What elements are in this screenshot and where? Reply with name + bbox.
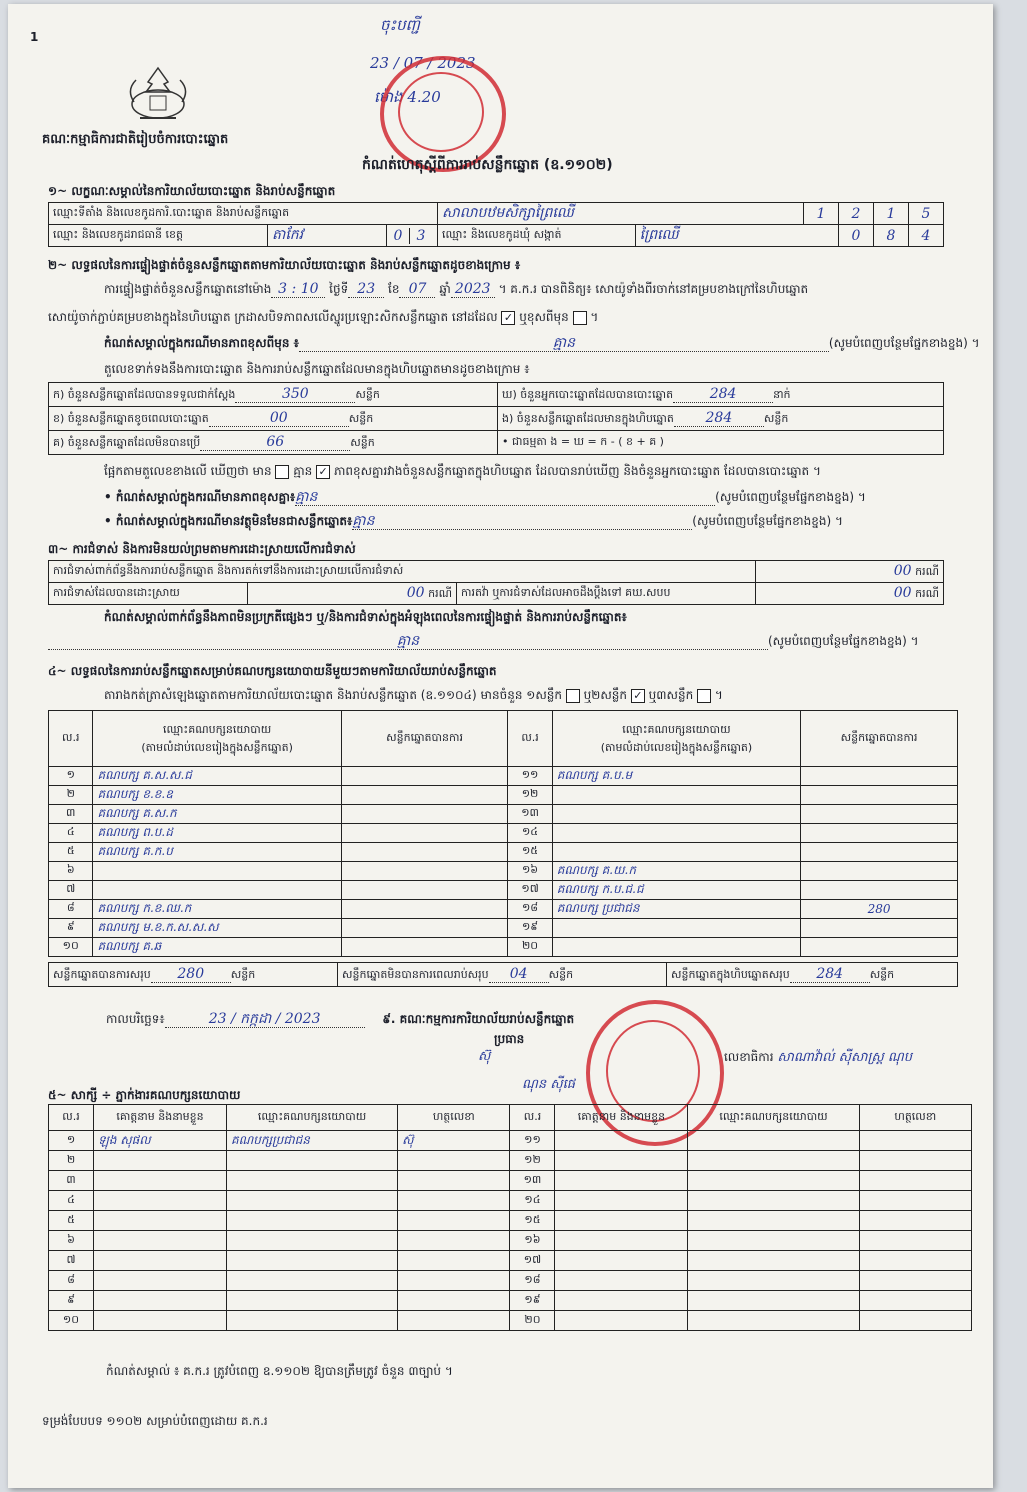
chair-name: ណុន ស៊ីផេ: [522, 1077, 576, 1092]
cell-no: ១២: [508, 786, 552, 805]
section3-heading: ៣~ ការជំទាស់ និងការមិនយល់ព្រមតាមការដោះស្រាយលើការជំទាស់: [48, 542, 356, 556]
cell-name: [93, 1251, 226, 1271]
unused-row: គ) ចំនួនសន្លឹកឆ្នោតដែលមិនបានប្រើ 66 សន្លឹក: [49, 431, 498, 455]
cell-name: [93, 1291, 226, 1311]
cell-sign: [859, 1191, 971, 1211]
cell-votes: [341, 767, 508, 786]
difference-yes-checkbox[interactable]: [275, 465, 289, 479]
cell-name: [93, 1191, 226, 1211]
cell-party: [688, 1191, 859, 1211]
national-emblem-icon: [120, 62, 196, 126]
province-name: តាកែវ: [268, 225, 387, 247]
verify-line: ការផ្ទៀងផ្ទាត់ចំនួនសន្លឹកឆ្នោតនៅម៉ោង 3 : 10 ថ្ងៃទី 23 ខែ 07 ឆ្នាំ 2023 ។ គ.ក.រ បានពិនិត្យ៖ សោយ៉ូទាំងពីរចាក់នៅគម្របខាងក្រៅនៃហិបឆ្នោត: [104, 281, 809, 297]
form-page: [8, 4, 993, 1488]
commune-code-digit: 8: [874, 225, 909, 247]
cell-no: ១៨: [510, 1271, 555, 1291]
col-party: ឈ្មោះគណបក្សនយោបាយ (តាមលំដាប់លេខរៀងក្នុងសន្លឹកឆ្នោត): [552, 711, 800, 767]
total-valid: សន្លឹកឆ្នោតបានការសរុប 280 សន្លឹក: [49, 963, 338, 987]
cell-party: គណបក្ស ខ.ខ.ឧ: [93, 786, 341, 805]
bullet-difference: • កំណត់សម្គាល់ក្នុងករណីមានភាពខុសគ្នា៖គ្មាន (សូមបំពេញបន្ថែមផ្នែកខាងខ្នង) ។: [104, 489, 866, 505]
cell-name: [93, 1151, 226, 1171]
cell-party: គណបក្ស ក.ប.ជ.ជ: [552, 881, 800, 900]
cell-votes: [341, 938, 508, 957]
cell-no: ១៧: [510, 1251, 555, 1271]
cell-no: ១៨: [508, 900, 552, 919]
cell-sign: [859, 1151, 971, 1171]
cell-sign: [859, 1311, 971, 1331]
cell-no: ៤: [49, 1191, 94, 1211]
cell-votes: [801, 862, 958, 881]
cell-sign: [398, 1311, 510, 1331]
cell-name: [93, 1171, 226, 1191]
section2-heading: ២~ លទ្ធផលនៃការផ្ទៀងផ្ទាត់ចំនួនសន្លឹកឆ្នោតតាមការិយាល័យបោះឆ្នោត និងរាប់សន្លឹកឆ្នោតដូចខាងក្រោម ៖: [48, 258, 521, 272]
col-party: ឈ្មោះគណបក្សនយោបាយ: [688, 1105, 859, 1131]
table-row: [49, 900, 958, 919]
cell-name: [555, 1311, 688, 1331]
secretary-line: លេខាធិការ សាណាវ៉ាល់ ស៊ីសាស្រ្ត ណុប: [724, 1050, 912, 1065]
date-line: កាលបរិច្ឆេទ៖ 23 / កក្កដា / 2023 ៩. គណៈកម្មការការិយាល័យរាប់សន្លឹកឆ្នោត: [106, 1011, 575, 1027]
station-label: ឈ្មោះទីតាំង និងលេខកូដការិ.បោះឆ្នោត និងរាប់សន្លឹកឆ្នោត: [49, 203, 438, 225]
cell-sign: [859, 1231, 971, 1251]
cell-party: [688, 1231, 859, 1251]
cell-no: ១៤: [508, 824, 552, 843]
cell-votes: [801, 919, 958, 938]
received-row: ក) ចំនួនសន្លឹកឆ្នោតដែលបានទទួលជាក់ស្តែង 350 សន្លឹក: [49, 383, 498, 407]
one-sheet-checkbox[interactable]: [566, 689, 580, 703]
cell-no: ៨: [49, 1271, 94, 1291]
resolved-label: ការជំទាស់ដែលបានដោះស្រាយ: [49, 583, 248, 605]
cell-no: ១៦: [508, 862, 552, 881]
col-name: គោត្តនាម និងនាមខ្លួន: [555, 1105, 688, 1131]
commune-label: ឈ្មោះ និងលេខកូដឃុំ សង្កាត់: [438, 225, 636, 247]
voters-row: ឃ) ចំនួនអ្នកបោះឆ្នោតដែលបានបោះឆ្នោត 284 នាក់: [498, 383, 944, 407]
cell-party: គណបក្ស គ.ក.ប: [93, 843, 341, 862]
commune-name: ព្រៃឈើ: [635, 225, 838, 247]
cell-party: [688, 1311, 859, 1331]
table-row: [49, 1131, 972, 1151]
station-code-digit: 1: [804, 203, 839, 225]
handwritten-received-time: ម៉ោង 4.20: [374, 88, 441, 106]
note-difference: កំណត់សម្គាល់ក្នុងករណីមានភាពខុសពីមុន ៖ គ្មាន (សូមបំពេញបន្ថែមផ្នែកខាងខ្នង) ។: [104, 335, 980, 351]
cell-no: ៧: [49, 1251, 94, 1271]
table-row: [49, 938, 958, 957]
cell-party: គណបក្ស គ.ស.ក: [93, 805, 341, 824]
cell-party: [688, 1211, 859, 1231]
cell-no: ២០: [510, 1311, 555, 1331]
col-name: គោត្តនាម និងនាមខ្លួន: [93, 1105, 226, 1131]
table-row: [49, 1151, 972, 1171]
chair-signature: ស៊ុ: [478, 1049, 491, 1064]
section5-heading: ៥~ សាក្សី ÷ ភ្នាក់ងារគណបក្សនយោបាយ: [48, 1088, 241, 1102]
cell-party: គណបក្ស គ.ប.ម: [552, 767, 800, 786]
intact-checkbox[interactable]: ✓: [501, 311, 515, 325]
complaints-table: [48, 560, 944, 605]
cell-no: ១៦: [510, 1231, 555, 1251]
cell-party: [552, 919, 800, 938]
cell-name: [555, 1191, 688, 1211]
cell-sign: [398, 1251, 510, 1271]
cell-no: ៦: [49, 1231, 94, 1251]
cell-sign: [859, 1271, 971, 1291]
changed-checkbox[interactable]: [573, 311, 587, 325]
results-totals: [48, 962, 958, 987]
col-no: ល.រ: [510, 1105, 555, 1131]
table-row: [49, 1171, 972, 1191]
cell-votes: [341, 805, 508, 824]
bullet-foreign-objects: • កំណត់សម្គាល់ក្នុងករណីមានវត្ថុមិនមែនជាសន្លឹកឆ្នោត៖គ្មាន (សូមបំពេញបន្ថែមផ្នែកខាងខ្នង) ។: [104, 513, 843, 529]
page-number: 1: [30, 30, 39, 44]
cell-party: គណបក្ស ប្រជាជន: [552, 900, 800, 919]
province-label: ឈ្មោះ និងលេខកូដរាជធានី ខេត្ត: [49, 225, 268, 247]
cell-no: ១១: [510, 1131, 555, 1151]
station-code-digit: 1: [874, 203, 909, 225]
cell-party: [226, 1191, 397, 1211]
cell-sign: [398, 1231, 510, 1251]
cell-no: ១: [49, 1131, 94, 1151]
cell-party: គណបក្ស ម.ខ.ក.ស.ស.ស: [93, 919, 341, 938]
table-row: [49, 919, 958, 938]
cell-party: [226, 1231, 397, 1251]
cell-sign: [859, 1251, 971, 1271]
ballot-count-table: [48, 382, 944, 455]
cell-no: ៤: [49, 824, 93, 843]
station-name: សាលាបឋមសិក្សាព្រៃឈើ: [438, 203, 804, 225]
table-row: [49, 1191, 972, 1211]
form-title: កំណត់ហេតុស្តីពីការរាប់សន្លឹកឆ្នោត (ឧ.១១០២): [362, 157, 613, 173]
commune-code-digit: 4: [909, 225, 944, 247]
cell-party: [93, 862, 341, 881]
station-code-digit: 5: [909, 203, 944, 225]
cell-votes: [341, 881, 508, 900]
seal-line: សោយ៉ូចាក់ភ្ជាប់គម្របខាងក្នុងនៃហិបឆ្នោត ក្រដាសបិទភាពសលើស្នូរប្រឡោះសិកសន្លឹកឆ្នោត នៅដដែល ✓ ឬខុសពីមុន ។: [48, 310, 599, 324]
cell-no: ១៧: [508, 881, 552, 900]
cell-no: ១៥: [508, 843, 552, 862]
cell-no: ២០: [508, 938, 552, 957]
cell-no: ៥: [49, 843, 93, 862]
cell-party: [226, 1251, 397, 1271]
cell-votes: [801, 805, 958, 824]
cell-no: ១៣: [508, 805, 552, 824]
cell-no: ១: [49, 767, 93, 786]
summary-line: តួលេខទាក់ទងនឹងការបោះឆ្នោត និងការរាប់សន្លឹកឆ្នោតដែលមានក្នុងហិបឆ្នោតមានដូចខាងក្រោម ៖: [104, 362, 530, 376]
ballots-in-box-row: ង) ចំនួនសន្លឹកឆ្នោតដែលមានក្នុងហិបឆ្នោត 284 សន្លឹក: [498, 407, 944, 431]
cell-party: [688, 1251, 859, 1271]
col-sign: ហត្ថលេខា: [398, 1105, 510, 1131]
cell-name: [93, 1231, 226, 1251]
cell-party: គណបក្ស ក.ខ.ឈ.ក: [93, 900, 341, 919]
cell-name: [93, 1271, 226, 1291]
table-row: [49, 862, 958, 881]
cell-no: ១២: [510, 1151, 555, 1171]
cell-name: [555, 1291, 688, 1311]
cell-name: ឡុង សុផល: [93, 1131, 226, 1151]
cell-party: [552, 786, 800, 805]
table-row: [49, 1291, 972, 1311]
cell-votes: [341, 919, 508, 938]
table-row: [49, 805, 958, 824]
compare-line: ផ្អែកតាមតួលេខខាងលើ ឃើញថា មាន គ្មាន ✓ ភាពខុសគ្នារវាងចំនួនសន្លឹកឆ្នោតក្នុងហិបឆ្នោត ដែលបានរាប់ឃើញ និងចំនួនអ្នកបោះឆ្នោត ដែលបានបោះឆ្នោត ។: [104, 464, 821, 478]
spoiled-row: ខ) ចំនួនសន្លឹកឆ្នោតខូចពេលបោះឆ្នោត 00 សន្លឹក: [49, 407, 498, 431]
total-invalid: សន្លឹកឆ្នោតមិនបានការពេលរាប់សរុប 04 សន្លឹក: [338, 963, 667, 987]
cell-party: [688, 1171, 859, 1191]
table-row: [49, 1311, 972, 1331]
total-in-box: សន្លឹកឆ្នោតក្នុងហិបឆ្នោតសរុប 284 សន្លឹក: [667, 963, 958, 987]
irregularity-note: កំណត់សម្គាល់ពាក់ព័ន្ធនឹងភាពមិនប្រក្រតីផ្សេងៗ ឬ/និងការជំទាស់ក្នុងអំឡុងពេលនៃការផ្ទៀងផ្ទាត់ និងការរាប់សន្លឹកឆ្នោត៖: [104, 610, 627, 624]
cell-party: គណបក្ស ព.ប.ដ: [93, 824, 341, 843]
cell-party: [688, 1151, 859, 1171]
cell-votes: 280: [801, 900, 958, 919]
section4-heading: ៤~ លទ្ធផលនៃការរាប់សន្លឹកឆ្នោតសម្រាប់គណបក្សនយោបាយនីមួយៗតាមការិយាល័យរាប់សន្លឹកឆ្នោត: [48, 664, 497, 678]
tally-sheet-note: តារាងកត់ត្រាសំឡេងឆ្នោតតាមការិយាល័យបោះឆ្នោត និងរាប់សន្លឹកឆ្នោត (ឧ.១១០៤) មានចំនួន ១សន្លឹក ឬ២សន្លឹក ✓ ឬ៣សន្លឹក ។: [104, 688, 723, 702]
col-no: ល.រ: [49, 711, 93, 767]
cell-party: [226, 1311, 397, 1331]
resolved-value: 00 ករណី: [248, 583, 457, 605]
complaints-value: 00 ករណី: [756, 561, 944, 583]
complaints-label: ការជំទាស់ពាក់ព័ន្ធនឹងការរាប់សន្លឹកឆ្នោត និងការតក់ទៅនឹងការដោះស្រាយលើការជំទាស់: [49, 561, 756, 583]
col-party: ឈ្មោះគណបក្សនយោបាយ: [226, 1105, 397, 1131]
cell-party: [226, 1291, 397, 1311]
col-party: ឈ្មោះគណបក្សនយោបាយ (តាមលំដាប់លេខរៀងក្នុងសន្លឹកឆ្នោត): [93, 711, 341, 767]
cell-sign: [398, 1171, 510, 1191]
commune-code-digit: 0: [839, 225, 874, 247]
cell-no: ៥: [49, 1211, 94, 1231]
cell-votes: [801, 881, 958, 900]
results-table: [48, 710, 958, 957]
cell-no: ១០: [49, 1311, 94, 1331]
cell-name: [93, 1211, 226, 1231]
cell-votes: [341, 862, 508, 881]
cell-sign: [859, 1211, 971, 1231]
cell-votes: [801, 786, 958, 805]
cell-party: [688, 1131, 859, 1151]
cell-votes: [341, 824, 508, 843]
cell-no: ៩: [49, 1291, 94, 1311]
handwritten-received: ចុះបញ្ជី: [380, 16, 420, 34]
section1-heading: ១~ លក្ខណៈសម្គាល់នៃការិយាល័យបោះឆ្នោត និងរាប់សន្លឹកឆ្នោត: [48, 184, 336, 198]
cell-votes: [341, 900, 508, 919]
cell-no: ១៩: [508, 919, 552, 938]
table-row: [49, 1271, 972, 1291]
three-sheets-checkbox[interactable]: [697, 689, 711, 703]
cell-sign: [398, 1151, 510, 1171]
cell-votes: [341, 786, 508, 805]
cell-votes: [341, 843, 508, 862]
cell-sign: [398, 1271, 510, 1291]
col-votes: សន្លឹកឆ្នោតបានការ: [801, 711, 958, 767]
table-row: [49, 1231, 972, 1251]
table-row: [49, 767, 958, 786]
table-row: [49, 1251, 972, 1271]
cell-name: [555, 1171, 688, 1191]
cell-party: គណបក្ស គ.ស.ស.ជ: [93, 767, 341, 786]
two-sheets-checkbox[interactable]: ✓: [631, 689, 645, 703]
cell-no: ១៣: [510, 1171, 555, 1191]
cell-party: [688, 1271, 859, 1291]
cell-no: ៨: [49, 900, 93, 919]
cell-party: [226, 1151, 397, 1171]
col-no: ល.រ: [508, 711, 552, 767]
table-row: [49, 1211, 972, 1231]
col-votes: សន្លឹកឆ្នោតបានការ: [341, 711, 508, 767]
cell-no: ៣: [49, 805, 93, 824]
difference-no-checkbox[interactable]: ✓: [316, 465, 330, 479]
appeal-label: ការតវ៉ា ឬការជំទាស់ដែលអាចដឹងប្តឹងទៅ គឃ.សបប: [457, 583, 756, 605]
cell-no: ១០: [49, 938, 93, 957]
official-seal-stamp-top: [380, 56, 506, 172]
cell-name: [555, 1231, 688, 1251]
province-code: 0 3: [387, 225, 438, 247]
cell-party: គណបក្ស គ.យ.ក: [552, 862, 800, 881]
cell-no: ១១: [508, 767, 552, 786]
irregularity-note-value: គ្មាន (សូមបំពេញបន្ថែមផ្នែកខាងខ្នង) ។: [48, 634, 919, 650]
cell-name: [555, 1131, 688, 1151]
station-code-digit: 2: [839, 203, 874, 225]
cell-party: [226, 1171, 397, 1191]
org-name: គណៈកម្មាធិការជាតិរៀបចំការបោះឆ្នោត: [42, 132, 229, 147]
cell-name: [93, 1311, 226, 1331]
cell-votes: [801, 824, 958, 843]
cell-no: ១៤: [510, 1191, 555, 1211]
cell-sign: [398, 1211, 510, 1231]
cell-name: [555, 1271, 688, 1291]
table-row: [49, 843, 958, 862]
cell-votes: [801, 938, 958, 957]
witness-footer-note: កំណត់សម្គាល់ ៖ គ.ក.រ ត្រូវបំពេញ ឧ.១១០២ ឱ្យបានត្រឹមត្រូវ ចំនួន ៣ច្បាប់ ។: [106, 1364, 453, 1378]
col-sign: ហត្ថលេខា: [859, 1105, 971, 1131]
cell-party: គណបក្ស គ.ឆ: [93, 938, 341, 957]
cell-name: [555, 1211, 688, 1231]
cell-sign: [398, 1291, 510, 1311]
cell-name: [555, 1151, 688, 1171]
table-row: [49, 824, 958, 843]
cell-party: [552, 843, 800, 862]
witness-table: [48, 1104, 972, 1331]
cell-no: ៧: [49, 881, 93, 900]
cell-party: [688, 1291, 859, 1311]
formula-row: • ជាធម្មតា ង = ឃ = ក - ( ខ + គ ): [498, 431, 944, 455]
station-info-table: [48, 202, 944, 247]
cell-no: ១៩: [510, 1291, 555, 1311]
cell-sign: [859, 1171, 971, 1191]
cell-sign: [859, 1291, 971, 1311]
appeal-value: 00 ករណី: [756, 583, 944, 605]
cell-party: [552, 938, 800, 957]
cell-party: [552, 805, 800, 824]
cell-party: [552, 824, 800, 843]
cell-sign: ស៊ុ: [398, 1131, 510, 1151]
cell-no: ២: [49, 1151, 94, 1171]
handwritten-received-date: 23 / 07 / 2023: [370, 54, 476, 72]
table-row: [49, 786, 958, 805]
cell-sign: [398, 1191, 510, 1211]
cell-party: [226, 1211, 397, 1231]
cell-no: ២: [49, 786, 93, 805]
chair-label: ប្រធាន: [494, 1032, 525, 1046]
cell-no: ១៥: [510, 1211, 555, 1231]
form-footer: ទម្រង់បែបបទ ១១០២ សម្រាប់បំពេញដោយ គ.ក.រ: [42, 1414, 268, 1428]
cell-party: [226, 1271, 397, 1291]
cell-no: ៦: [49, 862, 93, 881]
cell-sign: [859, 1131, 971, 1151]
col-no: ល.រ: [49, 1105, 94, 1131]
cell-no: ៣: [49, 1171, 94, 1191]
cell-votes: [801, 767, 958, 786]
cell-party: [93, 881, 341, 900]
cell-no: ៩: [49, 919, 93, 938]
cell-party: គណបក្សប្រជាជន: [226, 1131, 397, 1151]
cell-votes: [801, 843, 958, 862]
table-row: [49, 881, 958, 900]
cell-name: [555, 1251, 688, 1271]
